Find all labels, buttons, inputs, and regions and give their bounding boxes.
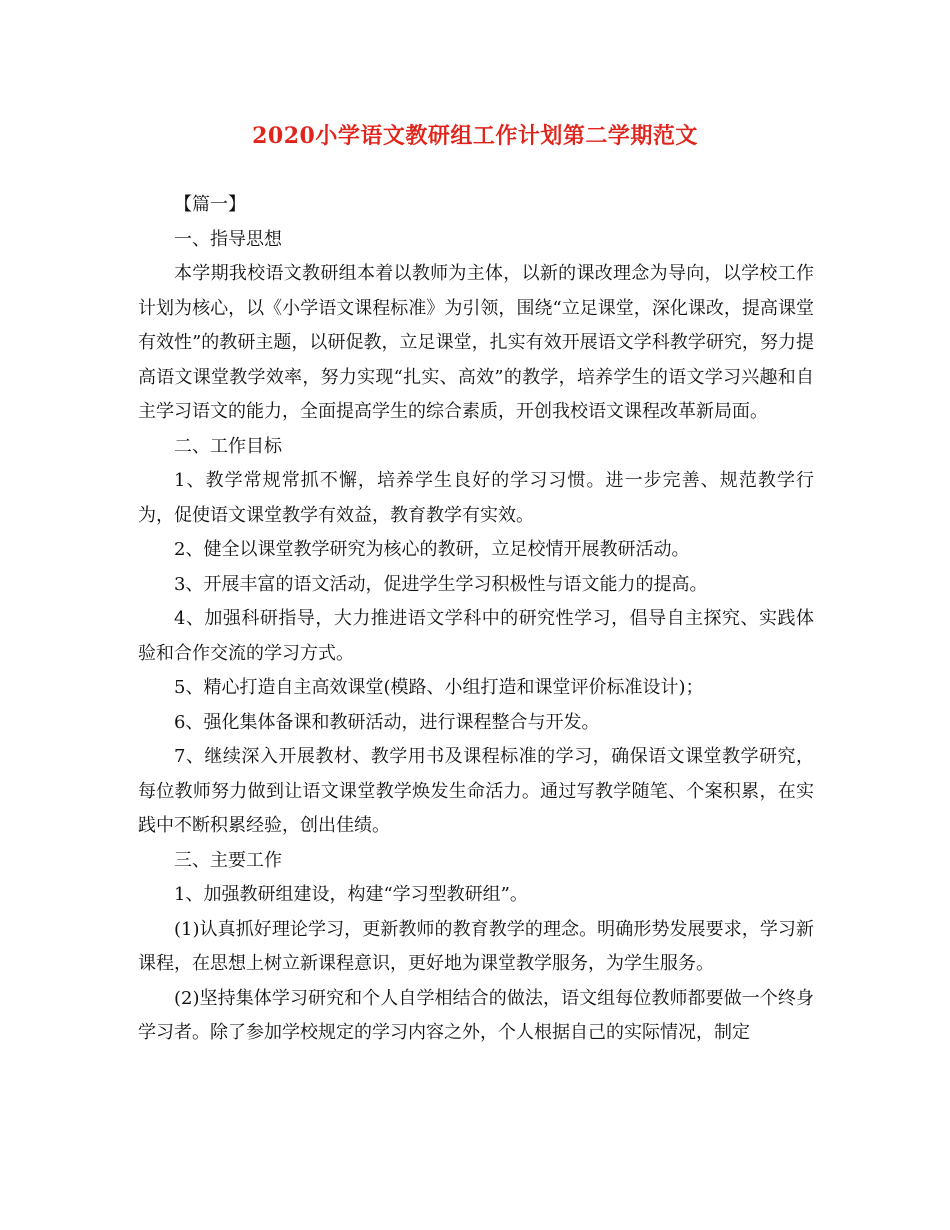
section-heading-work-goals: 二、工作目标 (174, 435, 282, 457)
work-item-1: 1、加强教研组建设，构建“学习型教研组”。 (174, 884, 528, 905)
section-heading-part-one: 【篇一】 (174, 194, 246, 215)
paragraph-guiding-ideology: 本学期我校语文教研组本着以教师为主体，以新的课改理念为导向，以学校工作计划为核心，以《小学语文课程标准》为引领，围绕“立足课堂，深化课改，提高课堂有效性”的教研主题，以研促教，立足课堂，扎实有效开展语文学科教学研究，努力提高语文课堂教学效率，努力实现“扎实、高效”的教学，培养学生的语文学习兴趣和自主学习语文的能力，全面提高学生的综合素质，开创我校语文课程改革新局面。 (138, 263, 814, 422)
goal-item-7: 7、继续深入开展教材、教学用书及课程标准的学习，确保语文课堂教学研究，每位教师努力做到让语文课堂教学焕发生命活力。通过写教学随笔、个案积累，在实践中不断积累经验，创出佳绩。 (138, 746, 814, 836)
goal-item-2: 2、健全以课堂教学研究为核心的教研，立足校情开展教研活动。 (174, 539, 690, 560)
work-subitem-2: (2)坚持集体学习研究和个人自学相结合的做法，语文组每位教师都要做一个终身学习者。除了参加学校规定的学习内容之外，个人根据自己的实际情况，制定 (138, 987, 814, 1043)
section-heading-main-work: 三、主要工作 (174, 849, 282, 871)
goal-item-5: 5、精心打造自主高效课堂(模路、小组打造和课堂评价标准设计)； (174, 677, 704, 698)
document-body (138, 188, 814, 1051)
document-title: 2020小学语文教研组工作计划第二学期范文 (252, 123, 698, 149)
goal-item-6: 6、强化集体备课和教研活动，进行课程整合与开发。 (174, 711, 600, 733)
section-heading-guiding-ideology: 一、指导思想 (174, 228, 282, 250)
work-subitem-1: (1)认真抓好理论学习，更新教师的教育教学的理念。明确形势发展要求，学习新课程，在思想上树立新课程意识，更好地为课堂教学服务，为学生服务。 (138, 918, 814, 974)
goal-item-1: 1、教学常规常抓不懈，培养学生良好的学习习惯。进一步完善、规范教学行为，促使语文课堂教学有效益，教育教学有实效。 (138, 470, 814, 526)
goal-item-3: 3、开展丰富的语文活动，促进学生学习积极性与语文能力的提高。 (174, 573, 708, 595)
goal-item-4: 4、加强科研指导，大力推进语文学科中的研究性学习，倡导自主探究、实践体验和合作交流的学习方式。 (138, 608, 814, 664)
